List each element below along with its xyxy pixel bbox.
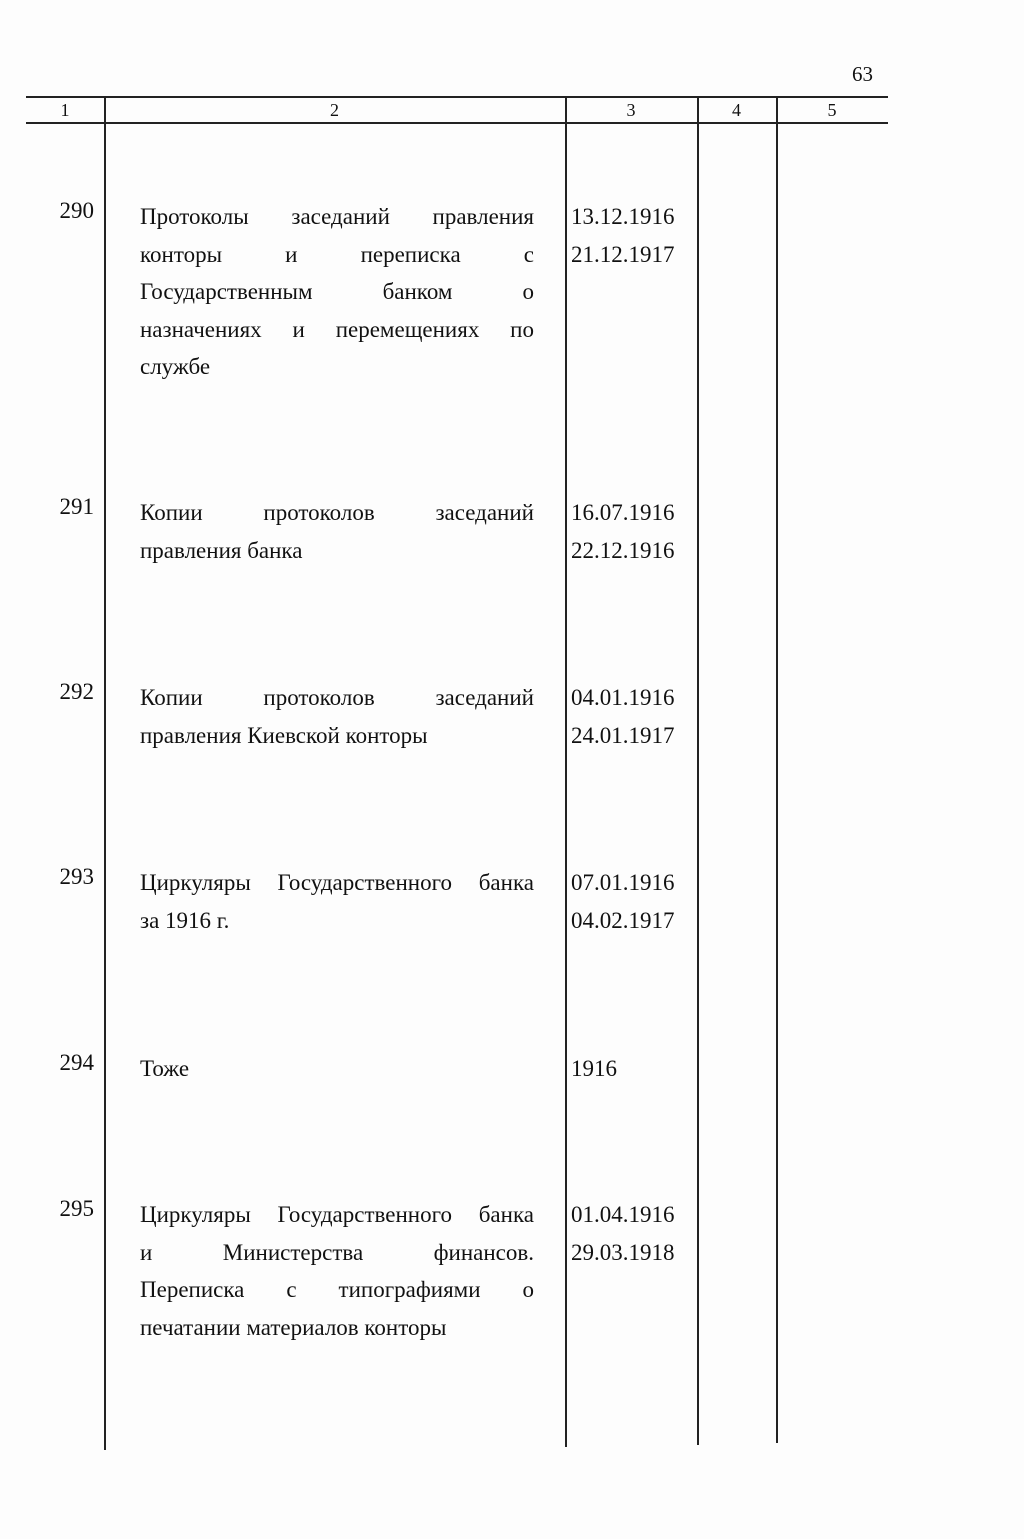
description-line: Циркуляры Государственного банка: [140, 870, 534, 895]
description-line: Копии протоколов заседаний: [140, 685, 534, 710]
header-col-1: 1: [60, 100, 70, 120]
row-number: 292: [59, 679, 94, 704]
row-description: [140, 494, 534, 569]
description-line: за 1916 г.: [140, 907, 230, 933]
date: 16.07.1916: [571, 500, 675, 525]
date: 24.01.1917: [571, 722, 675, 748]
description-line: Протоколы заседаний правления: [140, 204, 534, 229]
date: 22.12.1916: [571, 537, 675, 563]
date: 1916: [571, 1056, 617, 1081]
row-dates: [571, 1050, 617, 1088]
date: 13.12.1916: [571, 204, 675, 229]
description-line: Циркуляры Государственного банка: [140, 1202, 534, 1227]
description-line: Копии протоколов заседаний: [140, 500, 534, 525]
page-number: 63: [852, 62, 873, 86]
description-line: и Министерства финансов.: [140, 1239, 534, 1265]
description-line: печатании материалов конторы: [140, 1314, 447, 1340]
description-line: конторы и переписка с: [140, 241, 534, 267]
header-col-5: 5: [827, 100, 837, 120]
column-divider: [776, 97, 778, 1443]
row-number: 294: [59, 1050, 94, 1075]
row-dates: [571, 494, 675, 569]
row-number: 295: [59, 1196, 94, 1221]
row-number: 290: [59, 198, 94, 223]
header-bottom-border: [26, 122, 888, 124]
column-divider: [565, 97, 567, 1447]
description-line: Тоже: [140, 1056, 190, 1081]
description-line: службе: [140, 354, 211, 379]
row-description: [140, 864, 534, 939]
description-line: Переписка с типографиями о: [140, 1277, 534, 1302]
row-number: 293: [59, 864, 94, 889]
row-description: [140, 1196, 534, 1346]
column-divider: [104, 97, 106, 1450]
description-line: правления банка: [140, 537, 303, 563]
row-number: 291: [59, 494, 94, 519]
header-col-2: 2: [330, 100, 339, 120]
header-col-4: 4: [732, 100, 741, 120]
row-description: [140, 679, 534, 754]
description-line: назначениях и перемещениях по: [140, 316, 534, 342]
date: 01.04.1916: [571, 1202, 675, 1227]
row-dates: [571, 1196, 675, 1271]
description-line: правления Киевской конторы: [140, 722, 428, 748]
date: 21.12.1917: [571, 241, 675, 267]
date: 04.01.1916: [571, 685, 675, 710]
column-divider: [697, 97, 699, 1445]
row-dates: [571, 679, 675, 754]
row-dates: [571, 198, 675, 273]
row-dates: [571, 864, 675, 939]
row-description: [140, 1050, 534, 1088]
date: 07.01.1916: [571, 870, 675, 895]
table-top-border: [26, 96, 888, 98]
header-col-3: 3: [626, 100, 636, 120]
date: 04.02.1917: [571, 907, 675, 933]
description-line: Государственным банком о: [140, 279, 534, 304]
date: 29.03.1918: [571, 1239, 675, 1265]
row-description: [140, 198, 534, 386]
